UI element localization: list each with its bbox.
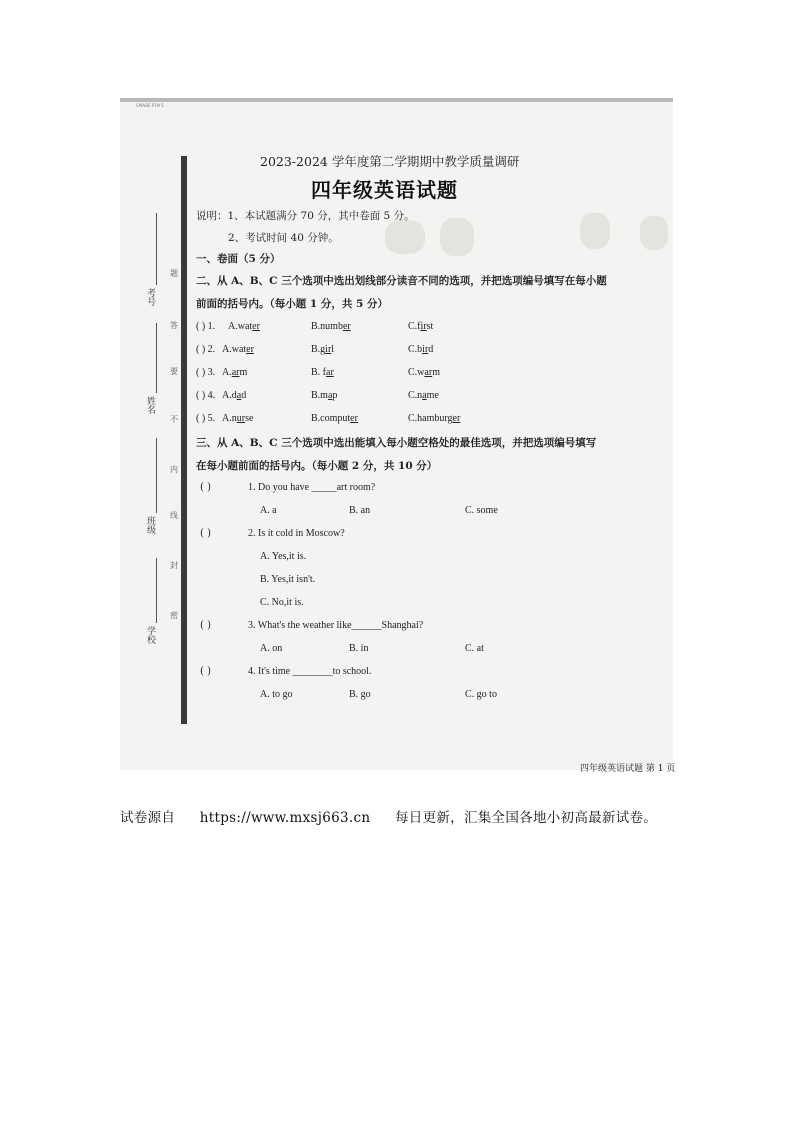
mc-q4-paren[interactable]: ( ) — [200, 666, 211, 677]
scanned-exam-page — [120, 98, 673, 770]
mc-q4-stem: 4. It's time ________to school. — [248, 666, 372, 677]
mc-q4-option-a: A. to go — [260, 689, 293, 700]
mc-q3-stem: 3. What's the weather like______Shanghai? — [248, 620, 424, 631]
phonics-q5-option-a: A.nurse — [222, 413, 254, 424]
mc-q2-option-c: C. No,it is. — [260, 597, 304, 608]
phonics-q3-paren[interactable]: ( ) 3. — [196, 367, 216, 378]
phonics-q2-option-c: C.bird — [408, 344, 434, 355]
exam-title: 四年级英语试题 — [311, 178, 458, 202]
instruction-line-2: 2、考试时间 40 分钟。 — [228, 232, 339, 244]
source-url[interactable]: https://www.mxsj663.cn — [199, 810, 371, 826]
phonics-q5-option-b: B.computer — [311, 413, 358, 424]
seal-char: 不 — [170, 415, 178, 424]
seal-char: 内 — [170, 465, 178, 474]
mc-q1-paren[interactable]: ( ) — [200, 482, 211, 493]
mc-q2-option-a: A. Yes,it is. — [260, 551, 307, 562]
phonics-q1-option-c: C.first — [408, 321, 434, 332]
class-label: 班级 — [145, 516, 155, 534]
bleed-through-image — [440, 218, 474, 256]
school-label: 学校 — [145, 626, 155, 644]
phonics-q1-option-a: A.water — [228, 321, 260, 332]
section-3-instruction: 三、从 A、B、C 三个选项中选出能填入每小题空格处的最佳选项，并把选项编号填写 — [196, 437, 597, 449]
seal-char: 答 — [170, 321, 178, 330]
phonics-q4-option-a: A.dad — [222, 390, 247, 401]
phonics-q2-option-a: A.water — [222, 344, 254, 355]
phonics-q1-option-b: B.number — [311, 321, 351, 332]
phonics-q4-option-b: B.map — [311, 390, 338, 401]
student-name-blank — [156, 323, 157, 393]
exam-subtitle: 2023-2024 学年度第二学期期中教学质量调研 — [260, 154, 520, 169]
mc-q1-option-a: A. a — [260, 505, 277, 516]
source-notice — [120, 806, 677, 826]
school-blank — [156, 558, 157, 623]
mc-q3-option-c: C. at — [465, 643, 484, 654]
binding-line — [181, 156, 187, 724]
mc-q1-option-c: C. some — [465, 505, 498, 516]
mc-q4-option-b: B. go — [349, 689, 371, 700]
seal-char: 封 — [170, 561, 178, 570]
seal-char: 线 — [170, 511, 178, 520]
phonics-q4-option-c: C.name — [408, 390, 439, 401]
seal-char: 密 — [170, 611, 178, 620]
phonics-q2-paren[interactable]: ( ) 2. — [196, 344, 216, 355]
section-3-instruction-cont: 在每小题前面的括号内。（每小题 2 分，共 10 分） — [196, 460, 438, 472]
phonics-q3-option-b: B. far — [311, 367, 334, 378]
section-2-instruction-cont: 前面的括号内。（每小题 1 分，共 5 分） — [196, 298, 388, 310]
mc-q1-stem: 1. Do you have _____art room? — [248, 482, 376, 493]
mc-q2-paren[interactable]: ( ) — [200, 528, 211, 539]
phonics-q5-option-c: C.hamburger — [408, 413, 461, 424]
class-blank — [156, 438, 157, 513]
phonics-q4-paren[interactable]: ( ) 4. — [196, 390, 216, 401]
mc-q2-stem: 2. Is it cold in Moscow? — [248, 528, 345, 539]
mc-q3-paren[interactable]: ( ) — [200, 620, 211, 631]
section-2-instruction: 二、从 A、B、C 三个选项中选出划线部分读音不同的选项，并把选项编号填写在每小题 — [196, 275, 607, 287]
mc-q3-option-b: B. in — [349, 643, 369, 654]
scan-top-edge — [120, 98, 673, 102]
page-footer: 四年级英语试题 第 1 页 — [580, 764, 676, 774]
bleed-through-image — [580, 213, 610, 249]
seal-char: 要 — [170, 367, 178, 376]
source-suffix: 每日更新，汇集全国各地小初高最新试卷。 — [394, 810, 658, 826]
phonics-q2-option-b: B.girl — [311, 344, 335, 355]
exam-number-blank — [156, 213, 157, 285]
mc-q4-option-c: C. go to — [465, 689, 497, 700]
mc-q3-option-a: A. on — [260, 643, 283, 654]
mc-q1-option-b: B. an — [349, 505, 371, 516]
section-1-title: 一、卷面（5 分） — [196, 253, 281, 265]
mc-q2-option-b: B. Yes,it isn't. — [260, 574, 316, 585]
phonics-q5-paren[interactable]: ( ) 5. — [196, 413, 216, 424]
bleed-through-image — [640, 216, 668, 250]
source-prefix: 试卷源自 — [120, 810, 176, 826]
bleed-through-image — [385, 220, 425, 254]
phonics-q3-option-a: A.arm — [222, 367, 248, 378]
seal-char: 题 — [170, 269, 178, 278]
scan-code: CMADE P1N S — [136, 103, 164, 108]
phonics-q1-paren[interactable]: ( ) 1. — [196, 321, 216, 332]
phonics-q3-option-c: C.warm — [408, 367, 440, 378]
instruction-line-1: 说明：1、本试题满分 70 分，其中卷面 5 分。 — [196, 210, 415, 222]
student-name-label: 姓名 — [145, 396, 155, 414]
exam-number-label: 考号 — [145, 288, 155, 306]
